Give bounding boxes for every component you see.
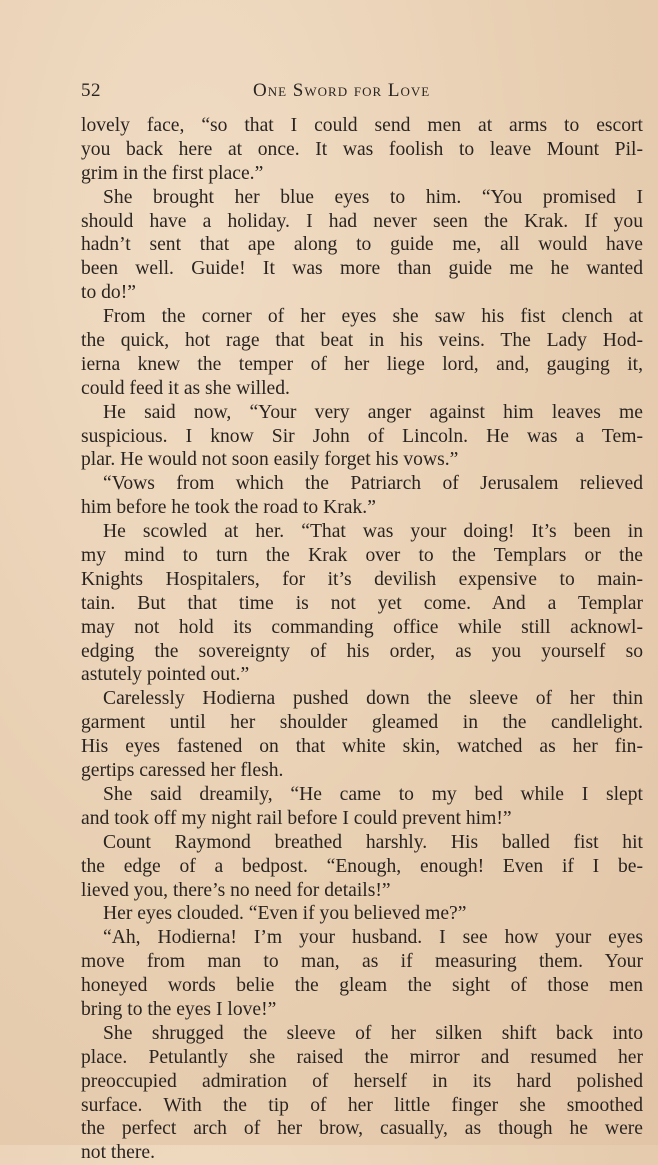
page-header xyxy=(81,80,643,106)
text-line: bring to the eyes I love!” xyxy=(81,998,277,1020)
text-line: From the corner of her eyes she saw his fist clench at xyxy=(103,306,643,328)
text-line: Count Raymond breathed harshly. His balled fist hit xyxy=(103,831,643,853)
text-line: and took off my night rail before I could prevent him!” xyxy=(81,807,512,829)
text-line: him before he took the road to Krak.” xyxy=(81,497,376,519)
running-title: One Sword for Love xyxy=(253,80,431,101)
text-line: edging the sovereignty of his order, as you yourself so xyxy=(81,640,643,662)
text-line: Her eyes clouded. “Even if you believed me?” xyxy=(103,903,467,925)
text-line: “Ah, Hodierna! I’m your husband. I see how your eyes xyxy=(103,927,643,949)
text-line: could feed it as she willed. xyxy=(81,377,290,399)
text-line: He said now, “Your very anger against him leaves me xyxy=(103,401,643,423)
text-line: His eyes fastened on that white skin, watched as her fin- xyxy=(81,736,643,758)
text-line: astutely pointed out.” xyxy=(81,664,250,686)
text-line: my mind to turn the Krak over to the Templars or the xyxy=(81,545,643,567)
text-line: the perfect arch of her brow, casually, as though he were xyxy=(81,1118,643,1140)
text-line: been well. Guide! It was more than guide me he wanted xyxy=(81,258,643,280)
text-line: move from man to man, as if measuring them. Your xyxy=(81,951,643,973)
text-line: not there. xyxy=(81,1142,155,1164)
text-line: surface. With the tip of her little finger she smoothed xyxy=(81,1094,643,1116)
body-text xyxy=(81,114,643,1165)
text-line: preoccupied admiration of herself in its hard polished xyxy=(81,1070,643,1092)
text-line: lovely face, “so that I could send men at arms to escort xyxy=(81,115,643,136)
text-line: should have a holiday. I had never seen the Krak. If you xyxy=(81,210,643,232)
text-line: to do!” xyxy=(81,282,136,304)
text-line: honeyed words belie the gleam the sight of those men xyxy=(81,975,643,997)
text-line: gertips caressed her flesh. xyxy=(81,760,284,782)
text-line: “Vows from which the Patriarch of Jerusalem relieved xyxy=(103,473,643,495)
text-line: tain. But that time is not yet come. And a Templar xyxy=(81,592,643,614)
text-line: ierna knew the temper of her liege lord, and, gauging it, xyxy=(81,353,643,375)
text-line: Knights Hospitalers, for it’s devilish expensive to main- xyxy=(81,568,643,590)
text-line: He scowled at her. “That was your doing! It’s been in xyxy=(103,521,643,543)
text-line: She said dreamily, “He came to my bed while I slept xyxy=(103,783,643,805)
text-line: lieved you, there’s no need for details!” xyxy=(81,879,391,901)
text-line: suspicious. I know Sir John of Lincoln. He was a Tem- xyxy=(81,425,643,447)
text-line: may not hold its commanding office while still acknowl- xyxy=(81,616,643,638)
text-line: Carelessly Hodierna pushed down the sleeve of her thin xyxy=(103,688,643,710)
text-line: the edge of a bedpost. “Enough, enough! Even if I be- xyxy=(81,855,643,877)
text-line: plar. He would not soon easily forget his vows.” xyxy=(81,449,459,471)
text-line: the quick, hot rage that beat in his veins. The Lady Hod- xyxy=(81,330,643,352)
text-line: grim in the first place.” xyxy=(81,162,264,184)
text-line: hadn’t sent that ape along to guide me, all would have xyxy=(81,234,643,256)
page-number: 52 xyxy=(81,80,101,101)
text-line: She brought her blue eyes to him. “You promised I xyxy=(103,186,643,208)
text-line: garment until her shoulder gleamed in the candlelight. xyxy=(81,712,643,734)
text-line: She shrugged the sleeve of her silken shift back into xyxy=(103,1022,643,1044)
text-line: place. Petulantly she raised the mirror and resumed her xyxy=(81,1046,643,1068)
text-line: you back here at once. It was foolish to leave Mount Pil- xyxy=(81,138,643,160)
